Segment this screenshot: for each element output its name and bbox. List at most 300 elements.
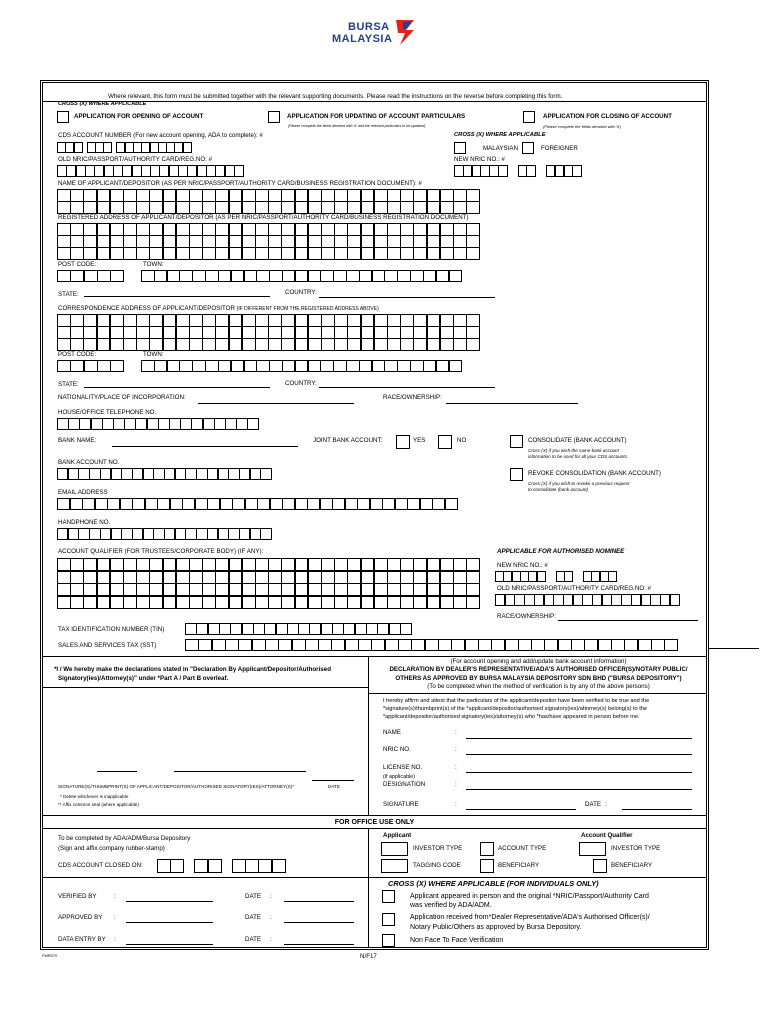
input-cell[interactable] (440, 235, 454, 248)
input-cell[interactable] (82, 498, 95, 510)
input-cell[interactable] (83, 235, 97, 248)
input-cell[interactable] (207, 468, 218, 480)
beneficiary-checkbox[interactable] (480, 859, 494, 873)
old-nric-grid[interactable] (57, 165, 243, 177)
input-cell[interactable] (295, 338, 309, 351)
input-cell[interactable] (100, 468, 111, 480)
input-cell[interactable] (400, 623, 412, 635)
input-cell[interactable] (189, 201, 203, 214)
input-cell[interactable] (281, 247, 295, 260)
input-cell[interactable] (218, 528, 229, 540)
input-cell[interactable] (123, 596, 137, 609)
input-cell[interactable] (334, 338, 348, 351)
input-cell[interactable] (385, 639, 399, 651)
input-cell[interactable] (334, 247, 348, 260)
input-cell[interactable] (400, 338, 414, 351)
input-cell[interactable] (242, 583, 256, 596)
input-cell[interactable] (176, 583, 190, 596)
input-cell[interactable] (438, 639, 452, 651)
input-cell[interactable] (110, 338, 124, 351)
input-cell[interactable] (176, 558, 190, 571)
input-cell[interactable] (269, 270, 283, 282)
input-cell[interactable] (149, 558, 163, 571)
input-cell[interactable] (110, 235, 124, 248)
input-cell[interactable] (334, 326, 348, 339)
input-cell[interactable] (334, 223, 348, 236)
sst-grid[interactable] (185, 639, 678, 651)
input-cell[interactable] (123, 338, 137, 351)
input-cell[interactable] (121, 468, 132, 480)
input-cell[interactable] (57, 360, 71, 372)
input-cell[interactable] (397, 360, 411, 372)
input-cell[interactable] (215, 235, 229, 248)
input-cell[interactable] (57, 247, 71, 260)
input-cell[interactable] (220, 498, 233, 510)
input-cell[interactable] (295, 201, 309, 214)
input-cell[interactable] (518, 639, 532, 651)
nominee-race-field[interactable] (558, 614, 698, 621)
input-cell[interactable] (425, 639, 439, 651)
input-cell[interactable] (374, 338, 388, 351)
input-cell[interactable] (413, 247, 427, 260)
input-cell[interactable] (374, 314, 388, 327)
input-cell[interactable] (215, 247, 229, 260)
input-cell[interactable] (57, 596, 71, 609)
input-cell[interactable] (413, 596, 427, 609)
input-cell[interactable] (361, 338, 375, 351)
input-cell[interactable] (387, 326, 401, 339)
input-cell[interactable] (427, 558, 441, 571)
input-cell[interactable] (176, 314, 190, 327)
input-cell[interactable] (598, 639, 612, 651)
input-cell[interactable] (307, 498, 320, 510)
input-cell[interactable] (440, 326, 454, 339)
input-cell[interactable] (332, 623, 344, 635)
input-cell[interactable] (136, 223, 150, 236)
input-cell[interactable] (57, 468, 68, 480)
input-cell[interactable] (374, 189, 388, 202)
input-cell[interactable] (192, 360, 206, 372)
input-cell[interactable] (440, 596, 454, 609)
input-cell[interactable] (295, 583, 309, 596)
input-cell[interactable] (255, 338, 269, 351)
input-cell[interactable] (564, 571, 573, 582)
input-cell[interactable] (498, 165, 508, 177)
approved-by-field[interactable] (126, 916, 213, 923)
input-cell[interactable] (255, 201, 269, 214)
input-cell[interactable] (176, 326, 190, 339)
input-cell[interactable] (103, 142, 112, 153)
input-cell[interactable] (123, 326, 137, 339)
input-cell[interactable] (244, 270, 258, 282)
input-cell[interactable] (281, 326, 295, 339)
input-cell[interactable] (308, 189, 322, 202)
input-cell[interactable] (413, 223, 427, 236)
input-cell[interactable] (387, 235, 401, 248)
approved-date-field[interactable] (284, 916, 354, 923)
input-cell[interactable] (268, 326, 282, 339)
input-cell[interactable] (453, 223, 467, 236)
data-entry-field[interactable] (126, 938, 213, 945)
input-cell[interactable] (242, 326, 256, 339)
input-cell[interactable] (308, 201, 322, 214)
input-cell[interactable] (218, 468, 229, 480)
input-cell[interactable] (276, 623, 288, 635)
input-cell[interactable] (295, 270, 309, 282)
option-2-checkbox[interactable] (382, 913, 395, 926)
input-cell[interactable] (347, 201, 361, 214)
input-cell[interactable] (207, 498, 220, 510)
input-cell[interactable] (505, 639, 519, 651)
input-cell[interactable] (145, 498, 158, 510)
input-cell[interactable] (97, 247, 111, 260)
input-cell[interactable] (427, 326, 441, 339)
input-cell[interactable] (466, 558, 480, 571)
input-cell[interactable] (179, 360, 193, 372)
input-cell[interactable] (70, 326, 84, 339)
input-cell[interactable] (189, 223, 203, 236)
input-cell[interactable] (281, 235, 295, 248)
input-cell[interactable] (163, 189, 177, 202)
input-cell[interactable] (176, 338, 190, 351)
input-cell[interactable] (196, 528, 207, 540)
input-cell[interactable] (466, 247, 480, 260)
input-cell[interactable] (136, 247, 150, 260)
input-cell[interactable] (295, 235, 309, 248)
input-cell[interactable] (110, 270, 124, 282)
input-cell[interactable] (143, 468, 154, 480)
input-cell[interactable] (70, 360, 84, 372)
input-cell[interactable] (57, 270, 71, 282)
input-cell[interactable] (153, 528, 164, 540)
input-cell[interactable] (281, 596, 295, 609)
post-code-grid-2[interactable] (57, 360, 124, 372)
input-cell[interactable] (215, 314, 229, 327)
input-cell[interactable] (453, 189, 467, 202)
input-cell[interactable] (149, 583, 163, 596)
input-cell[interactable] (185, 468, 196, 480)
input-cell[interactable] (231, 270, 245, 282)
input-cell[interactable] (203, 418, 215, 430)
data-entry-date-field[interactable] (284, 938, 354, 945)
input-cell[interactable] (215, 326, 229, 339)
input-cell[interactable] (400, 189, 414, 202)
input-cell[interactable] (608, 571, 617, 582)
input-cell[interactable] (526, 165, 536, 177)
input-cell[interactable] (361, 223, 375, 236)
input-cell[interactable] (258, 859, 272, 873)
input-cell[interactable] (123, 223, 137, 236)
input-cell[interactable] (466, 326, 480, 339)
input-cell[interactable] (202, 314, 216, 327)
input-cell[interactable] (123, 571, 137, 584)
input-cell[interactable] (132, 498, 145, 510)
input-cell[interactable] (70, 558, 84, 571)
input-cell[interactable] (89, 468, 100, 480)
input-cell[interactable] (97, 270, 111, 282)
input-cell[interactable] (334, 189, 348, 202)
input-cell[interactable] (100, 528, 111, 540)
input-cell[interactable] (449, 360, 463, 372)
input-cell[interactable] (123, 189, 137, 202)
input-cell[interactable] (70, 247, 84, 260)
input-cell[interactable] (205, 270, 219, 282)
input-cell[interactable] (253, 623, 265, 635)
input-cell[interactable] (167, 360, 181, 372)
input-cell[interactable] (413, 558, 427, 571)
input-cell[interactable] (361, 189, 375, 202)
input-cell[interactable] (268, 558, 282, 571)
input-cell[interactable] (397, 270, 411, 282)
input-cell[interactable] (268, 583, 282, 596)
input-cell[interactable] (531, 639, 545, 651)
input-cell[interactable] (247, 418, 259, 430)
input-cell[interactable] (465, 639, 479, 651)
input-cell[interactable] (308, 223, 322, 236)
input-cell[interactable] (136, 558, 150, 571)
input-cell[interactable] (110, 189, 124, 202)
input-cell[interactable] (427, 201, 441, 214)
input-cell[interactable] (321, 571, 335, 584)
input-cell[interactable] (189, 571, 203, 584)
input-cell[interactable] (143, 528, 154, 540)
input-cell[interactable] (163, 583, 177, 596)
input-cell[interactable] (242, 235, 256, 248)
input-cell[interactable] (305, 639, 319, 651)
input-cell[interactable] (265, 639, 279, 651)
input-cell[interactable] (107, 498, 120, 510)
input-cell[interactable] (228, 528, 239, 540)
input-cell[interactable] (238, 639, 252, 651)
input-cell[interactable] (359, 360, 373, 372)
input-cell[interactable] (295, 223, 309, 236)
input-cell[interactable] (400, 326, 414, 339)
input-cell[interactable] (157, 859, 171, 873)
input-cell[interactable] (374, 596, 388, 609)
input-cell[interactable] (389, 623, 401, 635)
input-cell[interactable] (202, 583, 216, 596)
input-cell[interactable] (123, 314, 137, 327)
input-cell[interactable] (537, 571, 546, 582)
input-cell[interactable] (149, 235, 163, 248)
input-cell[interactable] (334, 571, 348, 584)
input-cell[interactable] (255, 235, 269, 248)
input-cell[interactable] (387, 314, 401, 327)
input-cell[interactable] (70, 189, 84, 202)
input-cell[interactable] (440, 583, 454, 596)
input-cell[interactable] (361, 326, 375, 339)
input-cell[interactable] (84, 360, 98, 372)
input-cell[interactable] (359, 270, 373, 282)
input-cell[interactable] (387, 201, 401, 214)
input-cell[interactable] (466, 571, 480, 584)
signature-date-line[interactable] (312, 774, 354, 781)
input-cell[interactable] (440, 571, 454, 584)
input-cell[interactable] (453, 558, 467, 571)
input-cell[interactable] (334, 314, 348, 327)
input-cell[interactable] (57, 498, 70, 510)
input-cell[interactable] (282, 270, 296, 282)
verified-date-field[interactable] (284, 895, 354, 902)
investor-type-checkbox[interactable] (381, 842, 408, 856)
input-cell[interactable] (361, 571, 375, 584)
input-cell[interactable] (255, 189, 269, 202)
input-cell[interactable] (179, 270, 193, 282)
input-cell[interactable] (347, 326, 361, 339)
input-cell[interactable] (411, 639, 425, 651)
input-cell[interactable] (57, 338, 71, 351)
input-cell[interactable] (440, 189, 454, 202)
input-cell[interactable] (180, 418, 192, 430)
input-cell[interactable] (97, 596, 111, 609)
input-cell[interactable] (124, 418, 136, 430)
input-cell[interactable] (281, 201, 295, 214)
input-cell[interactable] (189, 596, 203, 609)
input-cell[interactable] (57, 571, 71, 584)
signature-line-1[interactable] (97, 765, 137, 772)
input-cell[interactable] (343, 623, 355, 635)
input-cell[interactable] (398, 639, 412, 651)
input-cell[interactable] (163, 571, 177, 584)
input-cell[interactable] (387, 571, 401, 584)
input-cell[interactable] (453, 201, 467, 214)
input-cell[interactable] (281, 583, 295, 596)
input-cell[interactable] (218, 360, 232, 372)
input-cell[interactable] (215, 223, 229, 236)
input-cell[interactable] (320, 360, 334, 372)
input-cell[interactable] (544, 639, 558, 651)
input-cell[interactable] (89, 528, 100, 540)
input-cell[interactable] (136, 314, 150, 327)
input-cell[interactable] (229, 326, 243, 339)
input-cell[interactable] (410, 270, 424, 282)
input-cell[interactable] (298, 623, 310, 635)
input-cell[interactable] (57, 558, 71, 571)
signature-line-2[interactable] (174, 765, 306, 772)
input-cell[interactable] (308, 247, 322, 260)
input-cell[interactable] (202, 571, 216, 584)
qualifier-beneficiary-checkbox[interactable] (593, 859, 607, 873)
input-cell[interactable] (78, 528, 89, 540)
input-cell[interactable] (295, 360, 309, 372)
input-cell[interactable] (466, 189, 480, 202)
input-cell[interactable] (256, 360, 270, 372)
input-cell[interactable] (268, 314, 282, 327)
input-cell[interactable] (308, 235, 322, 248)
input-cell[interactable] (268, 247, 282, 260)
input-cell[interactable] (624, 639, 638, 651)
input-cell[interactable] (651, 639, 665, 651)
input-cell[interactable] (205, 360, 219, 372)
input-cell[interactable] (194, 859, 208, 873)
nominee-old-nric-grid[interactable] (495, 594, 679, 606)
input-cell[interactable] (281, 189, 295, 202)
input-cell[interactable] (413, 201, 427, 214)
input-cell[interactable] (366, 623, 378, 635)
input-cell[interactable] (176, 189, 190, 202)
input-cell[interactable] (110, 571, 124, 584)
input-cell[interactable] (413, 583, 427, 596)
input-cell[interactable] (427, 189, 441, 202)
opening-checkbox[interactable] (57, 111, 69, 123)
input-cell[interactable] (229, 583, 243, 596)
input-cell[interactable] (308, 270, 322, 282)
input-cell[interactable] (97, 223, 111, 236)
input-cell[interactable] (372, 360, 386, 372)
input-cell[interactable] (79, 418, 91, 430)
input-cell[interactable] (229, 558, 243, 571)
input-cell[interactable] (57, 223, 71, 236)
input-cell[interactable] (308, 571, 322, 584)
input-cell[interactable] (400, 314, 414, 327)
input-cell[interactable] (95, 498, 108, 510)
input-cell[interactable] (571, 639, 585, 651)
input-cell[interactable] (176, 201, 190, 214)
input-cell[interactable] (215, 596, 229, 609)
input-cell[interactable] (176, 571, 190, 584)
input-cell[interactable] (374, 247, 388, 260)
input-cell[interactable] (334, 558, 348, 571)
input-cell[interactable] (347, 571, 361, 584)
input-cell[interactable] (453, 235, 467, 248)
input-cell[interactable] (334, 583, 348, 596)
input-cell[interactable] (196, 468, 207, 480)
rep-name-field[interactable] (466, 732, 692, 739)
input-cell[interactable] (234, 165, 244, 177)
telephone-grid[interactable] (57, 418, 259, 430)
input-cell[interactable] (318, 639, 332, 651)
input-cell[interactable] (264, 623, 276, 635)
input-cell[interactable] (183, 142, 192, 153)
input-cell[interactable] (176, 235, 190, 248)
input-cell[interactable] (83, 247, 97, 260)
input-cell[interactable] (321, 189, 335, 202)
input-cell[interactable] (321, 247, 335, 260)
input-cell[interactable] (123, 583, 137, 596)
input-cell[interactable] (70, 498, 83, 510)
input-cell[interactable] (347, 189, 361, 202)
input-cell[interactable] (371, 639, 385, 651)
input-cell[interactable] (347, 223, 361, 236)
input-cell[interactable] (400, 558, 414, 571)
input-cell[interactable] (334, 596, 348, 609)
input-cell[interactable] (97, 326, 111, 339)
input-cell[interactable] (170, 498, 183, 510)
input-cell[interactable] (584, 639, 598, 651)
input-cell[interactable] (57, 326, 71, 339)
input-cell[interactable] (478, 639, 492, 651)
input-cell[interactable] (453, 596, 467, 609)
input-cell[interactable] (400, 583, 414, 596)
input-cell[interactable] (361, 558, 375, 571)
input-cell[interactable] (123, 558, 137, 571)
rep-nric-field[interactable] (466, 748, 692, 755)
input-cell[interactable] (121, 528, 132, 540)
input-cell[interactable] (308, 558, 322, 571)
input-cell[interactable] (189, 235, 203, 248)
input-cell[interactable] (83, 314, 97, 327)
input-cell[interactable] (229, 189, 243, 202)
input-cell[interactable] (281, 314, 295, 327)
input-cell[interactable] (252, 639, 266, 651)
input-cell[interactable] (141, 360, 155, 372)
input-cell[interactable] (189, 326, 203, 339)
input-cell[interactable] (491, 639, 505, 651)
input-cell[interactable] (149, 201, 163, 214)
input-cell[interactable] (308, 583, 322, 596)
input-cell[interactable] (153, 468, 164, 480)
input-cell[interactable] (225, 418, 237, 430)
